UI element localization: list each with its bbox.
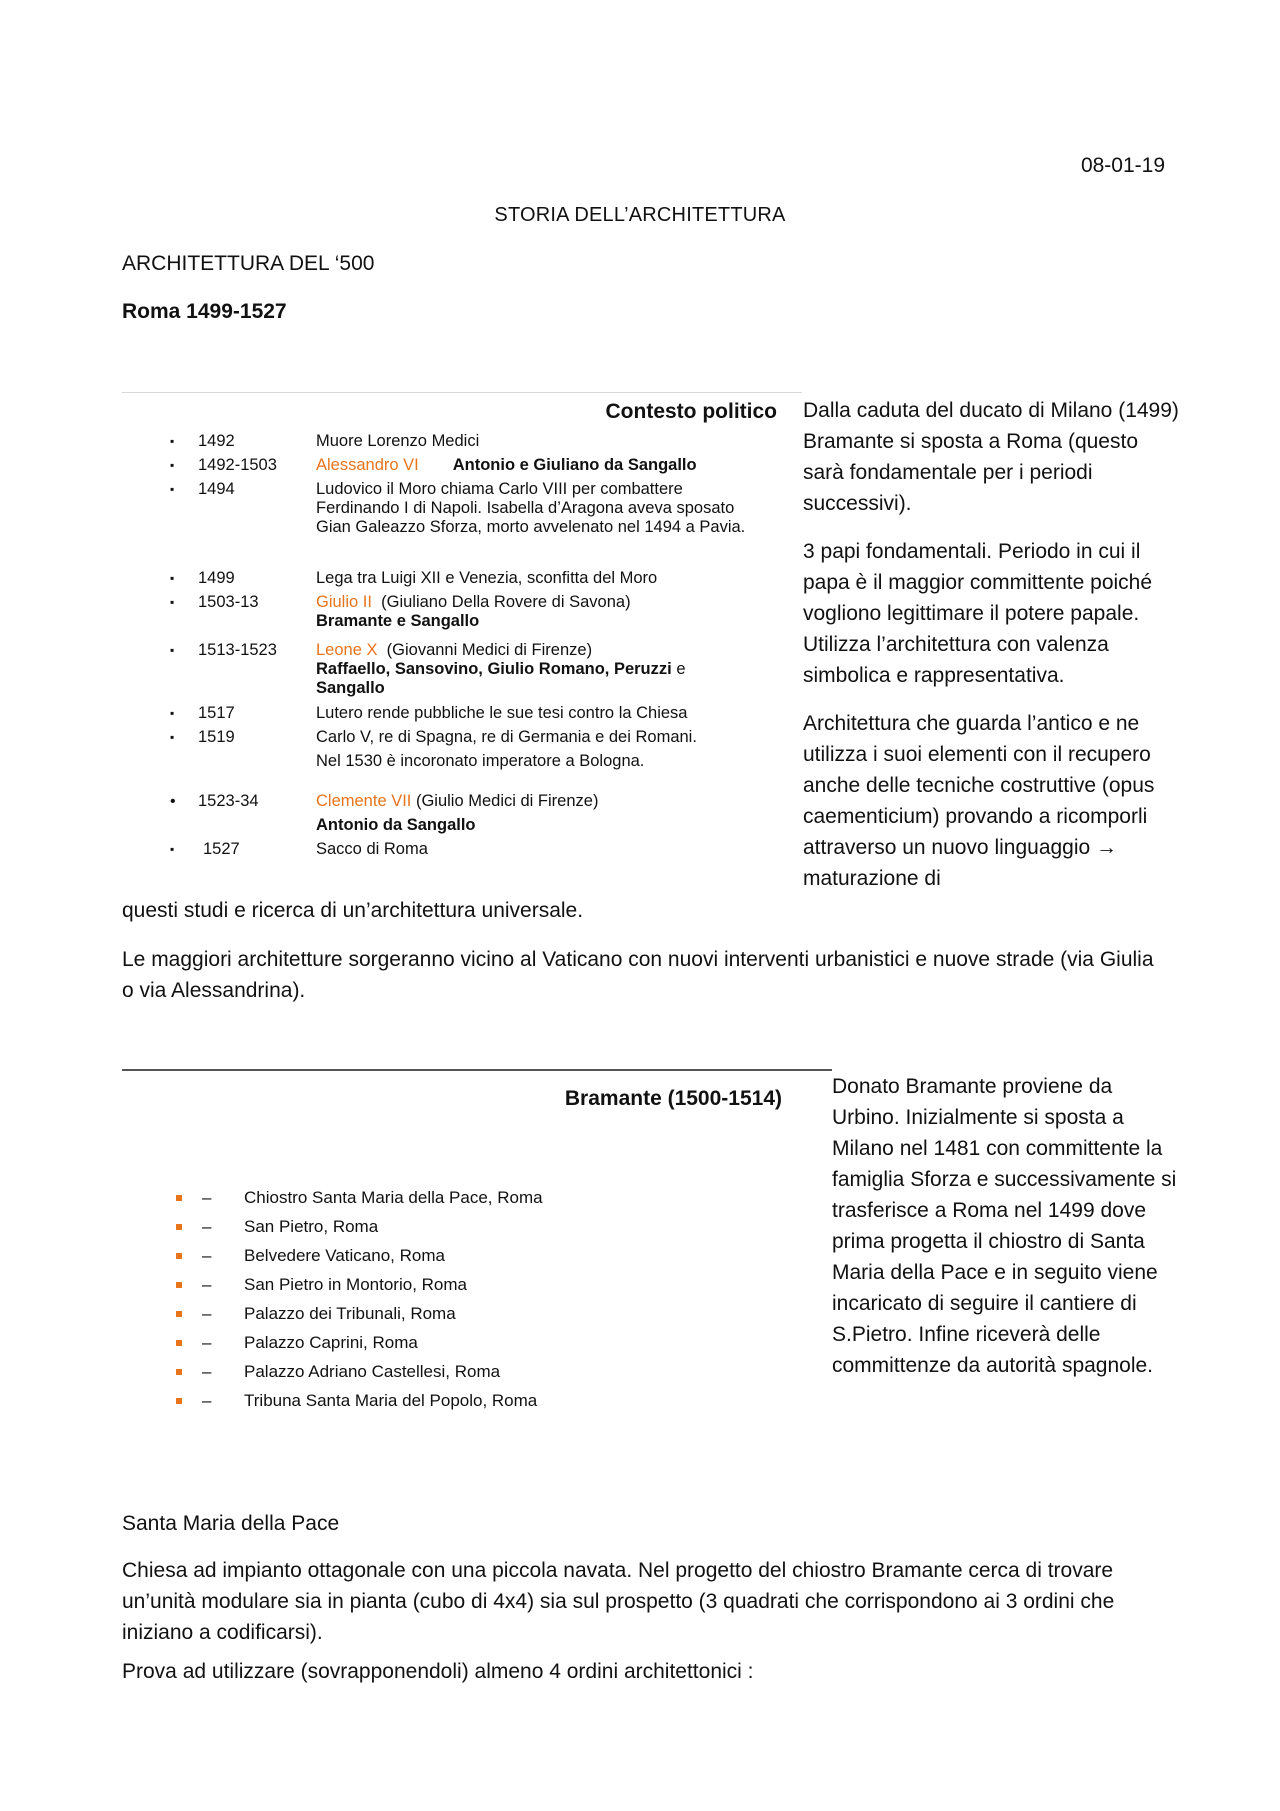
bullet-square-icon xyxy=(176,1369,182,1375)
bullet-square-icon xyxy=(176,1398,182,1404)
bramante-title: Bramante (1500-1514) xyxy=(564,1087,782,1110)
bullet-square-icon xyxy=(176,1311,182,1317)
architects: Raffaello, Sansovino, Giulio Romano, Peruzzi xyxy=(316,660,672,678)
pope-name: Giulio II xyxy=(316,593,372,611)
paragraph: Prova ad utilizzare (sovrapponendoli) almeno 4 ordini architettonici : xyxy=(122,1660,754,1683)
bullet-square-icon xyxy=(176,1340,182,1346)
architects: Antonio da Sangallo xyxy=(316,816,476,834)
figure-rule xyxy=(122,1069,832,1071)
paragraph: Dalla caduta del ducato di Milano (1499) Bramante si sposta a Roma (questo sarà fondamentale per i periodi successivi). xyxy=(803,399,1179,515)
subsection-heading: Roma 1499-1527 xyxy=(122,300,287,323)
political-context-figure: Contesto politico ▪ 1492 Muore Lorenzo Medici ▪ 1492-1503 Alessandro VI Antonio e Giuliano da Sangallo ▪ 1494 Ludovico il Moro chiama Carlo VIII per combattere Ferdinando I di Napoli. Isabella d’Aragona aveva sposato Gian Galeazzo Sforza, morto avvelenato nel 1494 a Pavia. ▪ 1499 Lega tra Luigi XII e Venezia, sconfitta del Moro ▪ 1503-13 Giulio II (Giuliano Della Rovere di Savona) Bramante e Sangallo ▪ 1513-1523 Leone X (Giovanni Medici di Firenze) Raffaello, Sansovino, Giulio Romano, Peruzzi e Sangallo ▪ 1517 Lutero rende pubbliche le sue tesi contro la Chiesa ▪ 1519 Carlo V, re di Spagna, re di Germania e dei Romani. Nel 1530 è incoronato imperatore a Bologna. • 1523-34 Clemente VII (Giulio Medici di Firenze) Antonio da Sangallo ▪ 1527 Sacco di Roma xyxy=(122,392,802,874)
paragraph: Chiesa ad impianto ottagonale con una piccola navata. Nel progetto del chiostro Bramante cerca di trovare un’unità modulare sia in pianta (cubo di 4x4) sia sul prospetto (3 quadrati che corrispondono ai 3 ordini che iniziano a codificarsi). xyxy=(122,1559,1115,1644)
architects: Antonio e Giuliano da Sangallo xyxy=(452,456,697,474)
document-date: 08-01-19 xyxy=(1080,154,1165,177)
bullet-square-icon xyxy=(176,1195,182,1201)
santa-maria-heading: Santa Maria della Pace xyxy=(122,1512,340,1535)
bullet-square-icon xyxy=(176,1253,182,1259)
pope-name: Clemente VII xyxy=(316,792,412,810)
bramante-bio: Donato Bramante proviene da Urbino. Inizialmente si sposta a Milano nel 1481 con committente la famiglia Sforza e successivamente si trasferisce a Roma nel 1499 dove prima progetta il chiostro di Santa Maria della Pace e in seguito viene incaricato di seguire il cantiere di S.Pietro. Infine riceverà delle committenze da autorità spagnole. xyxy=(832,1075,1177,1377)
document-title: STORIA DELL’ARCHITETTURA xyxy=(494,204,786,226)
paragraph: 3 papi fondamentali. Periodo in cui il papa è il maggior committente poiché vogliono legittimare il potere papale. Utilizza l’architettura con valenza simbolica e rappresentativa. xyxy=(803,540,1153,687)
text-column-right xyxy=(803,395,1183,911)
paragraph: Architettura che guarda l’antico e ne utilizza i suoi elementi con il recupero anche delle tecniche costruttive (opus caementicium) provando a ricomporli attraverso un nuovo linguaggio → maturazione di xyxy=(803,712,1155,890)
architects: Bramante e Sangallo xyxy=(316,612,480,630)
bullet-square-icon xyxy=(176,1224,182,1230)
paragraph-continuation: questi studi e ricerca di un’architettura universale. xyxy=(122,899,584,922)
pope-name: Alessandro VI xyxy=(316,456,419,474)
paragraph: Le maggiori architetture sorgeranno vicino al Vaticano con nuovi interventi urbanistici e nuove strade (via Giulia o via Alessandrina). xyxy=(122,948,1154,1002)
bullet-square-icon xyxy=(176,1282,182,1288)
political-context-title: Contesto politico xyxy=(605,400,777,423)
figure-rule xyxy=(122,392,802,393)
section-heading: ARCHITETTURA DEL ‘500 xyxy=(122,252,375,275)
bramante-works-figure: Bramante (1500-1514) – Chiostro Santa Maria della Pace, Roma – San Pietro, Roma – Belvedere Vaticano, Roma – San Pietro in Montorio, Roma – Palazzo dei Tribunali, Roma – Palazzo Caprini, Roma – Palazzo Adriano Castellesi, Roma – Tribuna Santa Maria del Popolo, Roma xyxy=(122,1069,832,1449)
pope-name: Leone X xyxy=(316,641,378,659)
